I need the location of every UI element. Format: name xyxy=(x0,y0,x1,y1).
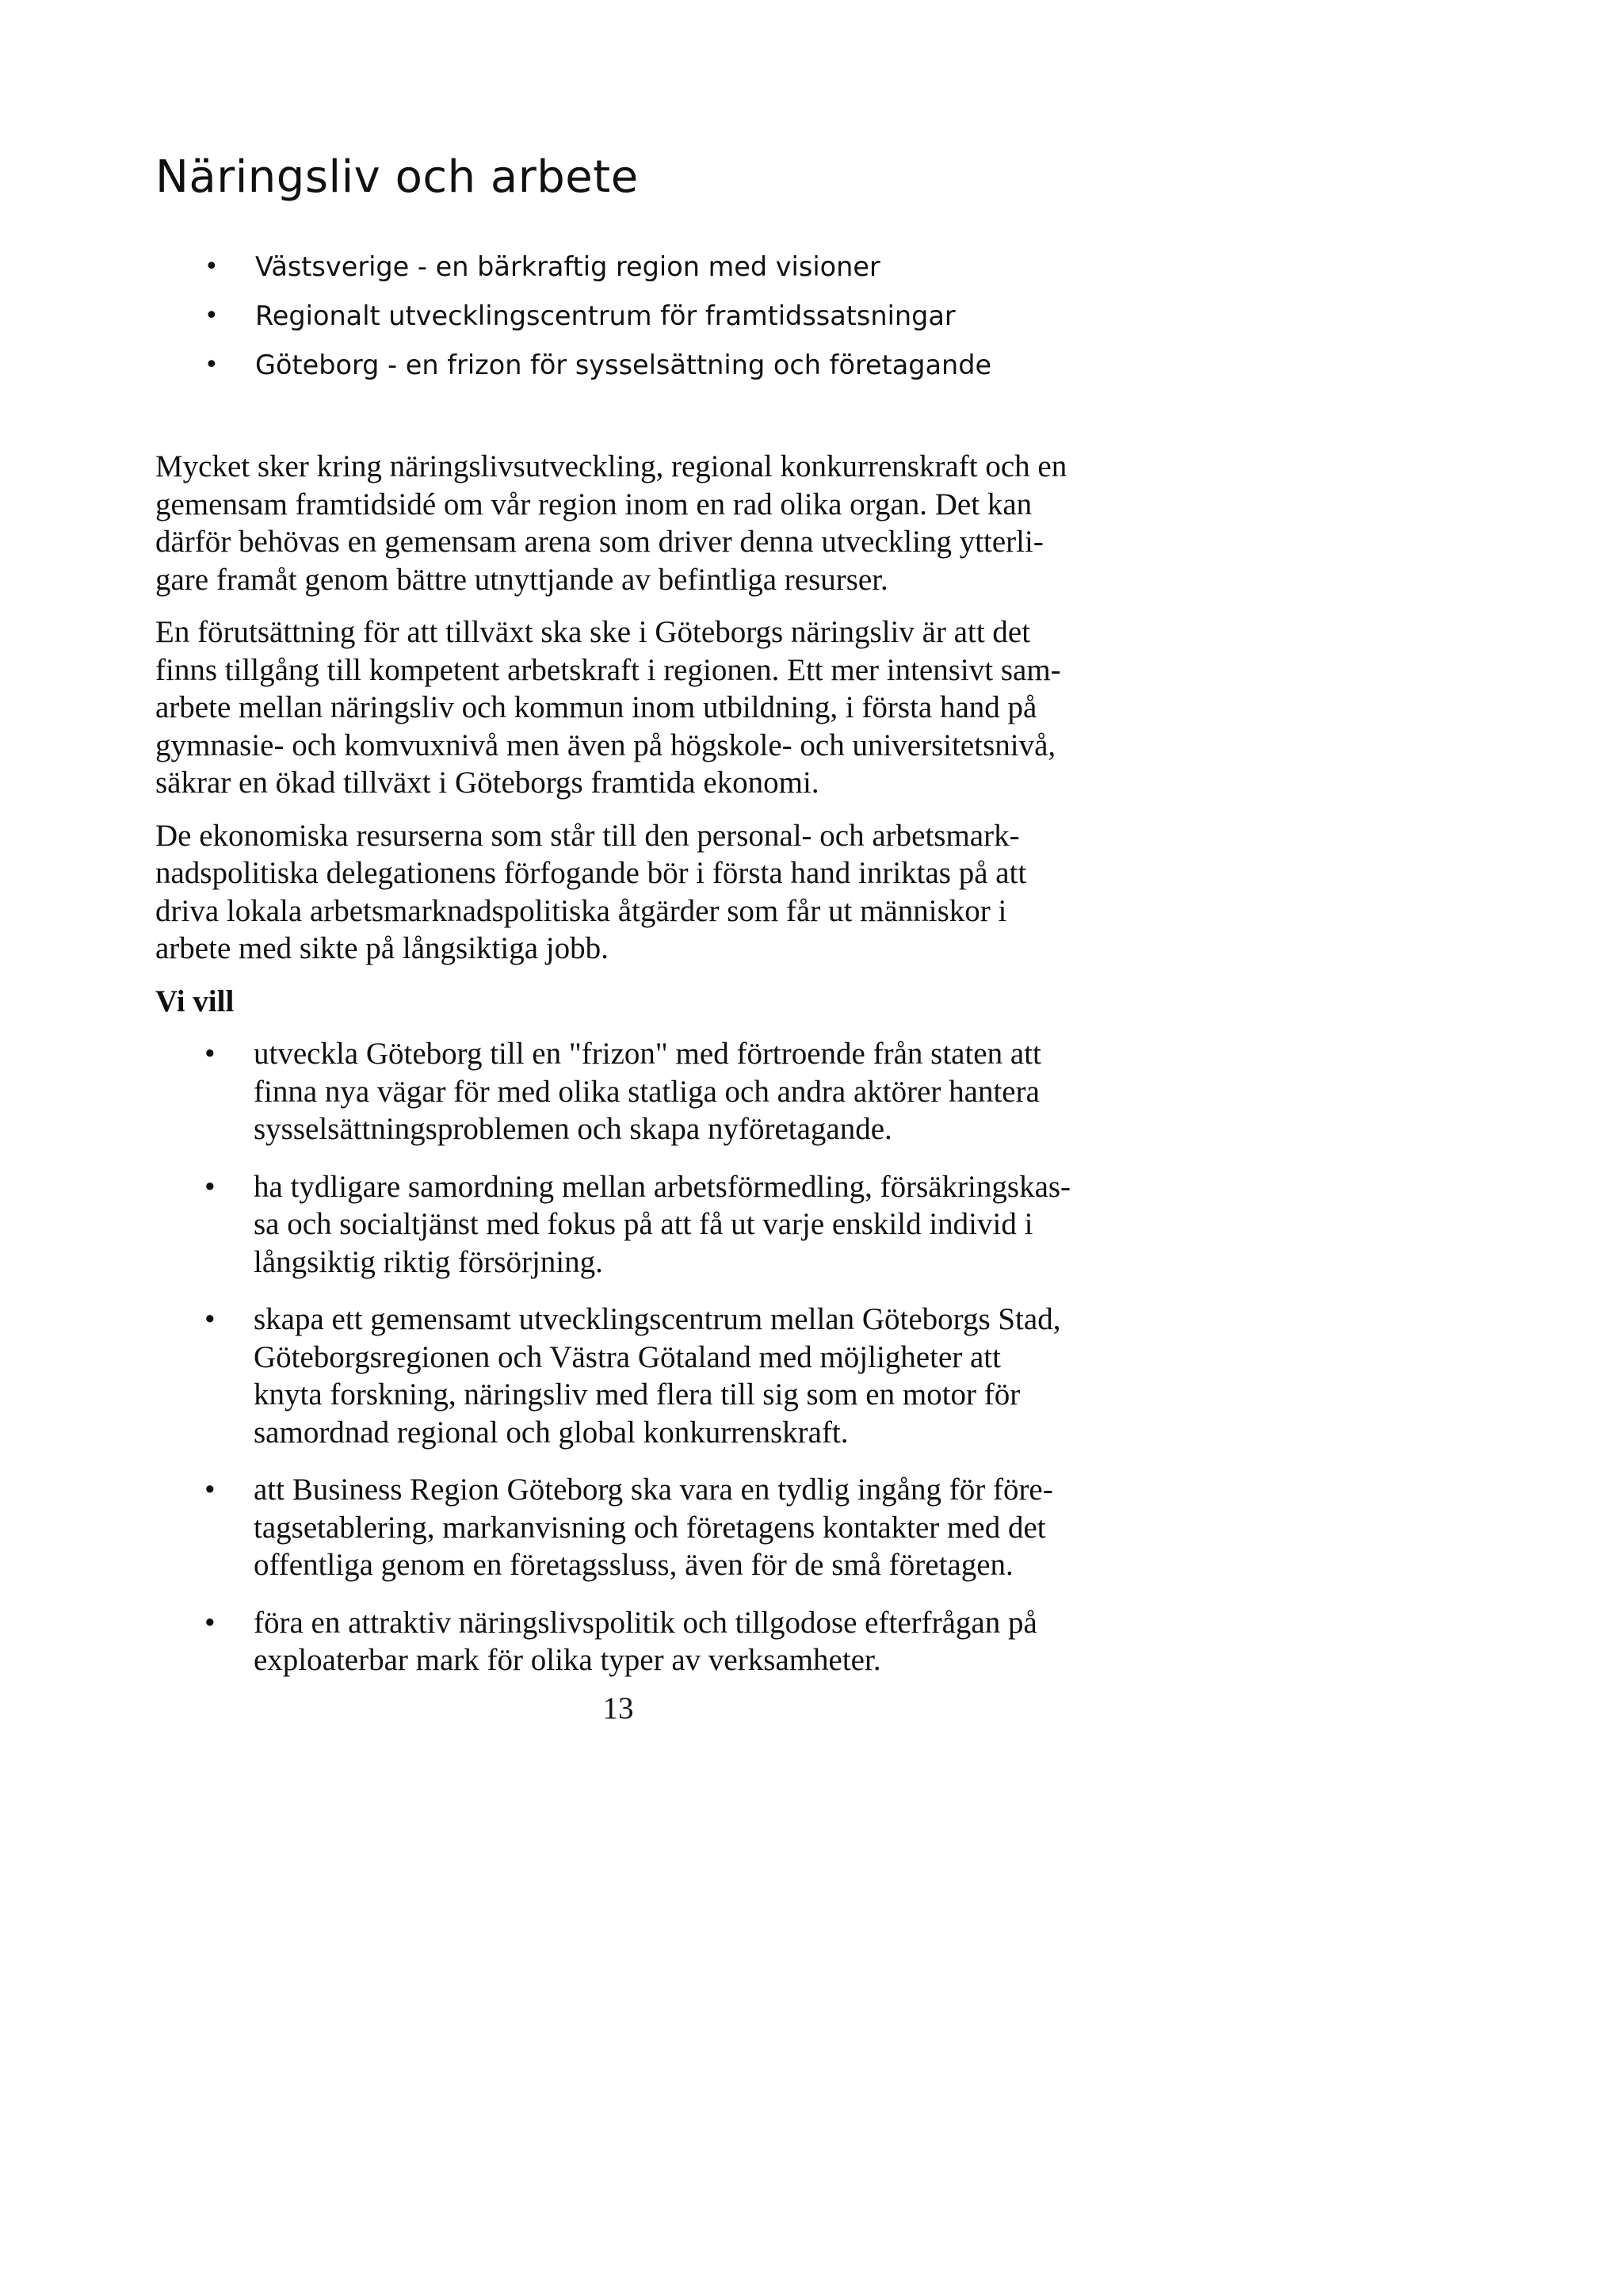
text-line: gymnasie- och komvuxnivå men även på högskole- och universitetsnivå, xyxy=(155,728,1056,762)
text-line: finns tillgång till kompetent arbetskraft i regionen. Ett mer intensivt sam- xyxy=(155,652,1061,687)
intro-bullet-item xyxy=(155,243,991,292)
text-line: sysselsättningsproblemen och skapa nyföretagande. xyxy=(254,1112,892,1146)
text-line: tagsetablering, markanvisning och företagens kontakter med det xyxy=(254,1510,1046,1545)
paragraph-regional-arena xyxy=(155,448,1090,598)
goal-item xyxy=(155,1035,1090,1148)
text-line: En förutsättning för att tillväxt ska ske i Göteborgs näringsliv är att det xyxy=(155,615,1031,649)
bullet-icon: • xyxy=(204,351,219,379)
text-line: långsiktig riktig försörjning. xyxy=(254,1244,603,1279)
text-line: samordnad regional och global konkurrenskraft. xyxy=(254,1415,849,1450)
text-line: knyta forskning, näringsliv med flera till sig som en motor för xyxy=(254,1377,1021,1412)
intro-bullet-text: Göteborg - en frizon för sysselsättning och företagande xyxy=(255,350,992,380)
text-line: säkrar en ökad tillväxt i Göteborgs framtida ekonomi. xyxy=(155,766,819,800)
goal-item xyxy=(155,1168,1090,1282)
intro-bullet-text: Regionalt utvecklingscentrum för framtidssatsningar xyxy=(255,300,956,331)
text-line: skapa ett gemensamt utvecklingscentrum mellan Göteborgs Stad, xyxy=(254,1302,1061,1336)
intro-bullet-item xyxy=(155,292,991,341)
bullet-icon: • xyxy=(204,1302,216,1336)
text-line: offentliga genom en företagssluss, även för de små företagen. xyxy=(254,1548,1014,1582)
bullet-icon: • xyxy=(204,1169,216,1204)
text-line: arbete med sikte på långsiktiga jobb. xyxy=(155,931,609,965)
text-line: därför behövas en gemensam arena som driver denna utveckling ytterli- xyxy=(155,525,1044,559)
bullet-icon: • xyxy=(204,1037,216,1071)
goals-list xyxy=(155,1035,1090,1679)
text-line: Göteborgsregionen och Västra Götaland med möjligheter att xyxy=(254,1339,1001,1374)
text-line: exploaterbar mark för olika typer av verksamheter. xyxy=(254,1643,881,1677)
paragraph-resources xyxy=(155,817,1090,968)
bullet-icon: • xyxy=(204,1473,216,1507)
goal-item xyxy=(155,1604,1090,1679)
text-line: föra en attraktiv näringslivspolitik och tillgodose efterfrågan på xyxy=(254,1605,1037,1640)
text-line: ha tydligare samordning mellan arbetsförmedling, försäkringskas- xyxy=(254,1169,1071,1204)
text-line: att Business Region Göteborg ska vara en tydlig ingång för före- xyxy=(254,1473,1053,1507)
text-line: Mycket sker kring näringslivsutveckling, regional konkurrenskraft och en xyxy=(155,449,1067,483)
text-line: nadspolitiska delegationens förfogande bör i första hand inriktas på att xyxy=(155,856,1027,890)
bullet-icon: • xyxy=(204,1605,216,1640)
intro-bullet-list xyxy=(155,243,991,390)
text-line: De ekonomiska resurserna som står till den personal- och arbetsmark- xyxy=(155,818,1020,853)
body-text xyxy=(155,448,1090,1699)
text-line: utveckla Göteborg till en "frizon" med förtroende från staten att xyxy=(254,1037,1041,1071)
intro-bullet-text: Västsverige - en bärkraftig region med visioner xyxy=(255,251,880,282)
goal-item xyxy=(155,1301,1090,1451)
text-line: gemensam framtidsidé om vår region inom en rad olika organ. Det kan xyxy=(155,487,1033,521)
bullet-icon: • xyxy=(204,253,219,281)
text-line: gare framåt genom bättre utnyttjande av befintliga resurser. xyxy=(155,562,888,597)
text-line: finna nya vägar för med olika statliga och andra aktörer hantera xyxy=(254,1074,1040,1109)
page-title: Näringsliv och arbete xyxy=(155,151,639,203)
goal-item xyxy=(155,1471,1090,1584)
section-subheading: Vi vill xyxy=(155,984,235,1018)
intro-bullet-item xyxy=(155,341,991,390)
text-line: arbete mellan näringsliv och kommun inom utbildning, i första hand på xyxy=(155,690,1037,724)
text-line: sa och socialtjänst med fokus på att få ut varje enskild individ i xyxy=(254,1207,1033,1241)
page-number: 13 xyxy=(602,1691,634,1725)
bullet-icon: • xyxy=(204,302,219,330)
paragraph-workforce xyxy=(155,613,1090,802)
text-line: driva lokala arbetsmarknadspolitiska åtgärder som får ut människor i xyxy=(155,893,1007,928)
